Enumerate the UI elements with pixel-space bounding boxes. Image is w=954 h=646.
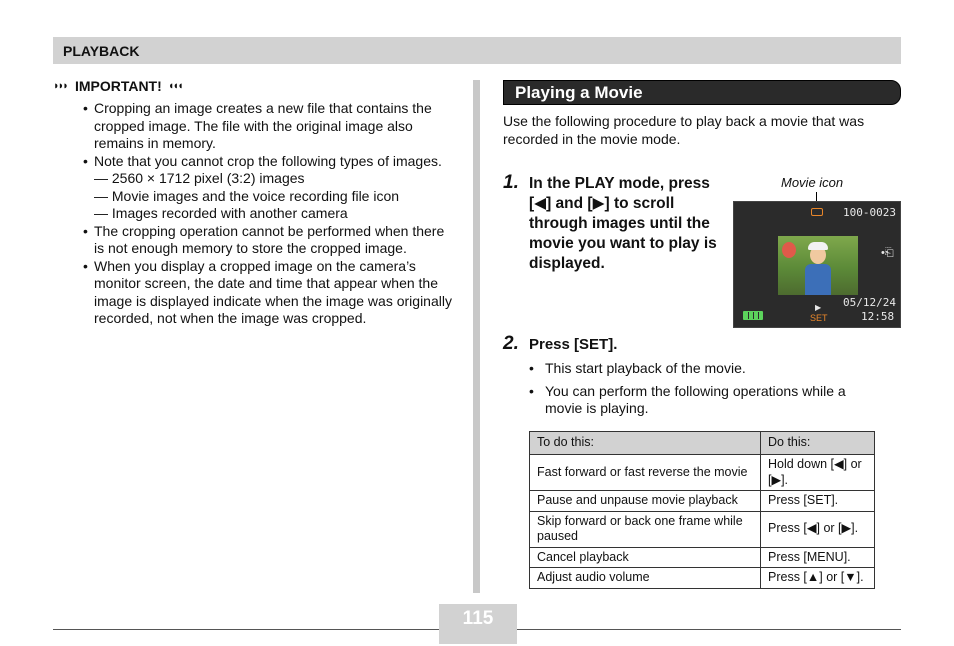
operations-table — [529, 431, 875, 589]
step-2-number: 2. — [503, 333, 519, 354]
section-header-label: PLAYBACK — [63, 43, 140, 59]
table-cell: Skip forward or back one frame while paused — [530, 511, 761, 547]
camera-monitor-screen — [733, 201, 901, 328]
important-label: IMPORTANT! — [74, 78, 162, 94]
note-subitem: — 2560 × 1712 pixel (3:2) images — [94, 170, 305, 186]
important-notes-list — [83, 100, 453, 328]
table-cell: Fast forward or fast reverse the movie — [530, 455, 761, 491]
table-row — [530, 568, 875, 589]
step-1-text: In the PLAY mode, press [◀] and [▶] to scroll through images until the movie you want to play is displayed. — [529, 175, 717, 272]
table-row — [530, 455, 875, 491]
note-item: • Note that you cannot crop the following types of images. — [83, 153, 453, 171]
table-header-row — [530, 432, 875, 455]
note-item: • Cropping an image creates a new file that contains the cropped image. The file with the original image also remains in memory. — [83, 100, 453, 153]
page-number-box — [439, 604, 517, 644]
child-figure-body — [805, 264, 831, 295]
column-divider — [473, 80, 480, 593]
table-cell: Press [SET]. — [761, 491, 875, 512]
play-icon: ▶ — [815, 303, 822, 312]
file-number: 100-0023 — [843, 206, 896, 219]
important-heading — [53, 78, 182, 94]
child-figure-hat — [808, 242, 828, 250]
table-row — [530, 511, 875, 547]
table-cell: Press [◀] or [▶]. — [761, 511, 875, 547]
table-cell: Press [MENU]. — [761, 547, 875, 568]
table-cell: Hold down [◀] or [▶]. — [761, 455, 875, 491]
movie-camera-icon — [811, 208, 823, 216]
note-item: • The cropping operation cannot be performed when there is not enough memory to store the cropped image. — [83, 223, 453, 258]
table-header-cell: To do this: — [530, 432, 761, 455]
important-left-marks-icon: ◗◗◗ — [53, 80, 67, 92]
table-cell: Pause and unpause movie playback — [530, 491, 761, 512]
table-cell: Cancel playback — [530, 547, 761, 568]
recording-date: 05/12/24 — [843, 296, 896, 309]
export-icon: •⎗ — [881, 247, 894, 259]
set-label: SET — [810, 313, 828, 323]
step-2-bullet: • This start playback of the movie. — [529, 360, 879, 378]
note-subitem: — Images recorded with another camera — [94, 205, 348, 221]
step-2-bullets — [529, 360, 879, 423]
recording-time: 12:58 — [861, 310, 895, 323]
important-right-marks-icon: ◖◖◖ — [167, 80, 182, 92]
balloon-shape — [782, 242, 796, 258]
table-cell: Adjust audio volume — [530, 568, 761, 589]
table-header-cell: Do this: — [761, 432, 875, 455]
step-2-text: Press [SET]. — [529, 336, 618, 353]
page-number: 115 — [462, 608, 494, 629]
table-row — [530, 491, 875, 512]
table-cell: Press [▲] or [▼]. — [761, 568, 875, 589]
section-title-bar — [503, 80, 901, 105]
note-subitem: — Movie images and the voice recording file icon — [94, 187, 400, 204]
table-row — [530, 547, 875, 568]
step-2-bullet: • You can perform the following operations while a movie is playing. — [529, 383, 879, 418]
battery-icon — [743, 311, 763, 320]
section-header-bar — [53, 37, 901, 64]
section-title: Playing a Movie — [515, 83, 643, 102]
section-intro: Use the following procedure to play back a movie that was recorded in the movie mode. — [503, 113, 865, 147]
movie-icon-caption: Movie icon — [781, 175, 844, 190]
note-item: • When you display a cropped image on the camera’s monitor screen, the date and time that appear when the image is displayed indicate when the image was originally recorded, not when the image was cropped. — [83, 258, 453, 328]
movie-thumbnail — [778, 236, 858, 295]
step-1-number: 1. — [503, 172, 519, 193]
